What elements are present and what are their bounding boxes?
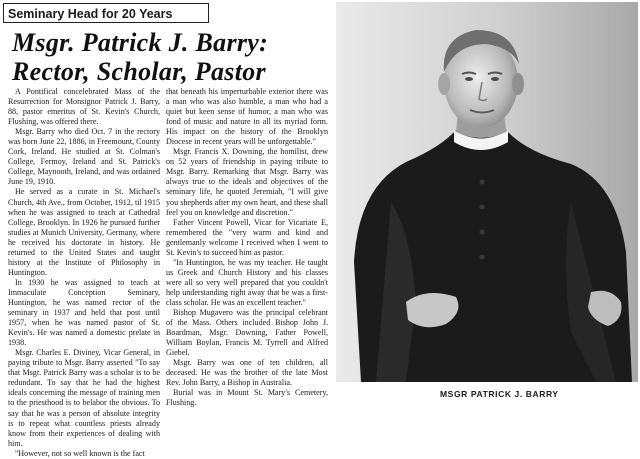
paragraph: that beneath his imperturbable exterior there was a man who was also humble, a man who had a quiet but keen sense of humor, a man who was fond of music and nature in all its myriad form. His impact on the history of the Brooklyn Diocese in recent years will be unforgettable." <box>166 87 328 147</box>
portrait-photo <box>336 2 638 382</box>
article-column-1 <box>8 87 160 458</box>
paragraph: "In Huntington, he was my teacher. He taught us Greek and Church History and his classes were all so very well prepared that you couldn't help understanding right away that he was a first-class scholar. He was an excellent teacher." <box>166 257 328 307</box>
paragraph: Burial was in Mount St. Mary's Cemetery, Flushing. <box>166 388 328 408</box>
paragraph: Msgr. Barry who died Oct. 7 in the rectory was born June 22, 1886, in Freemount, County Cork, Ireland. He studied at St. Colman's College, Fermoy, Ireland and St. Patrick's College, Maynooth, Ireland, and was ordained June 19, 1910. <box>8 127 160 187</box>
paragraph: Msgr. Charles E. Diviney, Vicar General, in paying tribute to Msgr. Barry asserted "To say that Msgr. Patrick Barry was a scholar is to be redundant. To say that he had the highest ideals concerning the message of training men to the priesthood is to belabor the obvious. To say that he was a person of absolute integrity is to repeat what countless priests already know from their experiences of dealing with him. <box>8 348 160 448</box>
paragraph: A Pontifical concelebrated Mass of the Resurrection for Monsignor Patrick J. Barry, 88, pastor emeritus of St. Kevin's Church, Flushing, was offered there. <box>8 87 160 127</box>
paragraph: In 1930 he was assigned to teach at Immaculate Conception Seminary, Huntington, he was named rector of the seminary in 1937 and held that post until 1957, when he was named pastor of St. Kevin's. He was named a domestic prelate in 1938. <box>8 277 160 348</box>
paragraph: Msgr. Barry was one of ten children, all deceased. He was the brother of the late Most Rev. John Barry, a Bishop in Australia. <box>166 358 328 388</box>
portrait-illustration <box>336 2 638 382</box>
photo-caption: MSGR PATRICK J. BARRY <box>440 389 559 399</box>
paragraph: Bishop Mugavero was the principal celebrant of the Mass. Others included Bishop John J. Boardman, Msgr. Downing, Father Powell, William Boylan, Francis M. Tyrrell and Alfred Giebel. <box>166 308 328 358</box>
headline-line-2: Rector, Scholar, Pastor <box>12 57 266 86</box>
paragraph: Msgr. Francis X. Downing, the homilist, drew on 52 years of friendship in paying tribute to Msgr. Barry. Remarking that Msgr. Barry was always true to the ideals and objectives of the seminary life, he quoted Jeremiah, "I will give you shepherds after my own heart, and these shall feel you on knowledge and discretion." <box>166 147 328 217</box>
headline-line-1: Msgr. Patrick J. Barry: <box>12 28 269 57</box>
paragraph: Father Vincent Powell, Vicar for Vicariate E, remembered the "very warm and kind and gentlemanly welcome I received when I went to St. Kevin's to succeed him as pastor. <box>166 217 328 257</box>
kicker-text: Seminary Head for 20 Years <box>8 7 173 21</box>
headline <box>12 28 324 86</box>
article-column-2 <box>166 87 328 410</box>
paragraph: He served as a curate in St. Michael's Church, 4th Ave., from October, 1912, til 1915 when he was assigned to teach at Cathedral College, Brooklyn. In 1926 he pursued further studies at Munich University, Germany, where he received his doctorate in history. He returned to the United States and taught history at the Institute of Philosophy in Huntington. <box>8 187 160 277</box>
kicker-box <box>3 3 209 23</box>
paragraph: "However, not so well known is the fact <box>15 448 145 458</box>
